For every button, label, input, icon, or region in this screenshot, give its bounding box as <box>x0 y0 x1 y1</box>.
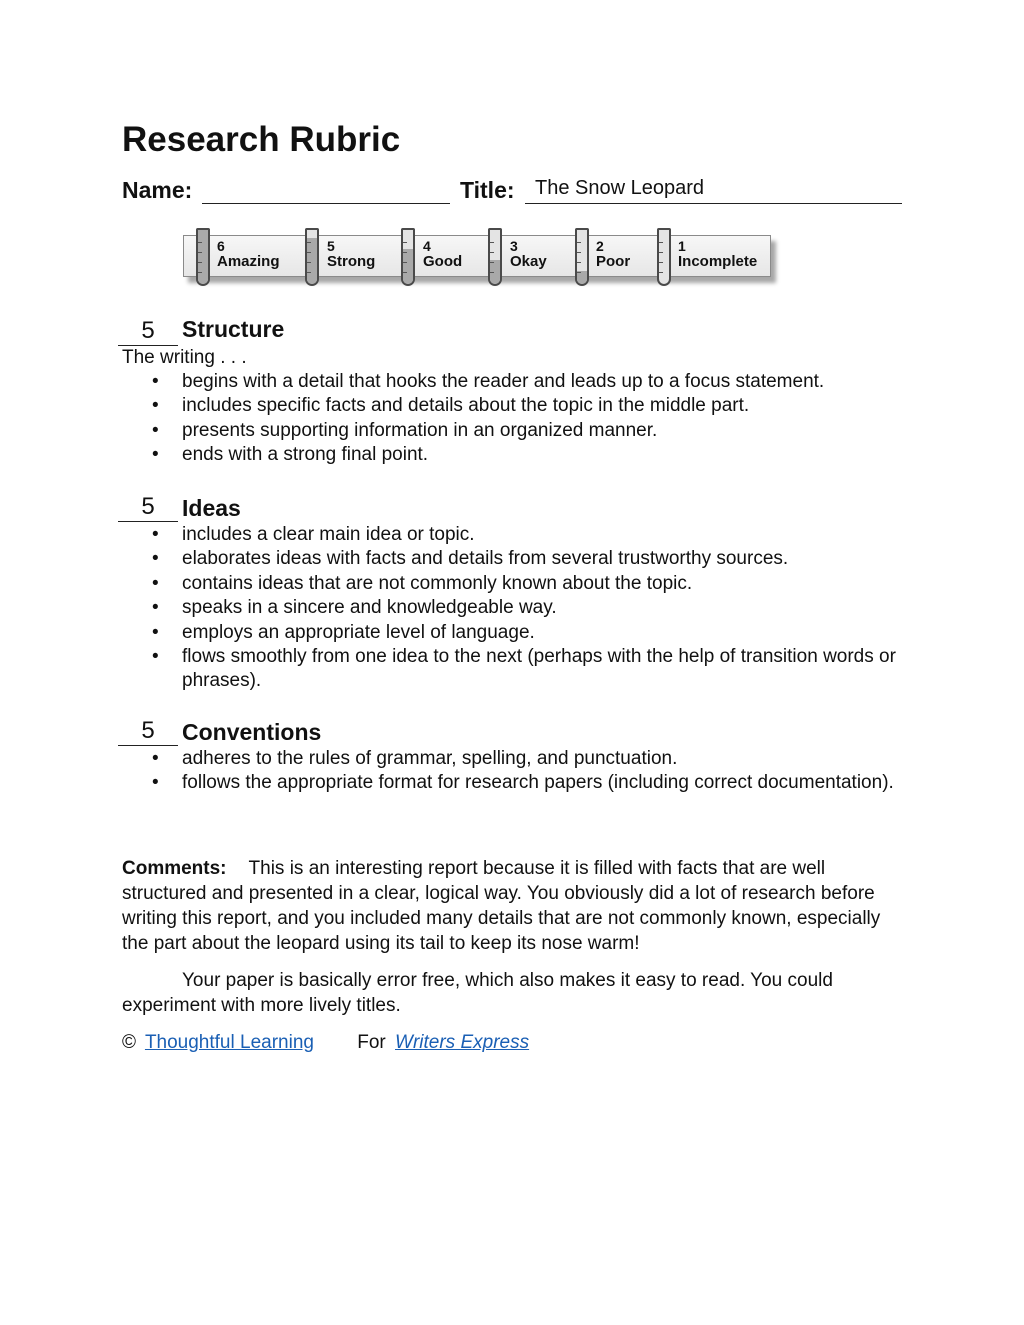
tick-mark <box>198 272 202 273</box>
criterion-text: flows smoothly from one idea to the next (perhaps with the help of transition words or phrases). <box>182 646 896 692</box>
conventions-criteria <box>152 747 912 796</box>
structure-heading: Structure <box>182 316 285 342</box>
rating-level-2 <box>596 238 630 270</box>
list-item <box>152 394 912 418</box>
comments-paragraph-1: This is an interesting report because it is filled with facts that are well structured and presented in a clear, logical way. You obviously did a lot of research before writing this report, and you included many details that are not commonly known, especially the part about the leopard using its tail to keep its nose warm! <box>122 858 881 954</box>
page-title: Research Rubric <box>122 120 401 159</box>
bullet: • <box>152 524 159 545</box>
tick-mark <box>490 272 494 273</box>
criterion-text: includes specific facts and details about the topic in the middle part. <box>182 395 750 417</box>
tick-mark <box>403 272 407 273</box>
list-item <box>152 747 912 771</box>
criterion-text: adheres to the rules of grammar, spelling, and punctuation. <box>182 748 678 769</box>
rating-word: Strong <box>327 253 376 270</box>
copyright-symbol: © <box>122 1032 136 1053</box>
level-fill <box>403 249 413 284</box>
list-item <box>152 523 912 547</box>
bullet: • <box>152 444 159 466</box>
criterion-text: includes a clear main idea or topic. <box>182 524 475 545</box>
rating-word: Good <box>423 253 463 270</box>
tick-mark <box>577 252 581 253</box>
list-item <box>152 419 912 443</box>
tick-mark <box>403 242 407 243</box>
tick-mark <box>659 272 663 273</box>
bullet: • <box>152 621 159 643</box>
comments <box>122 856 902 956</box>
bullet: • <box>152 772 159 794</box>
ideas-heading: Ideas <box>182 495 241 521</box>
tick-mark <box>307 242 311 243</box>
bullet: • <box>152 395 159 417</box>
criterion-text: presents supporting information in an organized manner. <box>182 419 658 441</box>
tick-mark <box>198 242 202 243</box>
list-item <box>152 645 912 694</box>
footer <box>122 1032 529 1054</box>
comments-label: Comments: <box>122 858 227 879</box>
thermometer-icon-1 <box>657 228 671 286</box>
criterion-text: contains ideas that are not commonly known about the topic. <box>182 572 693 594</box>
rating-level-1 <box>678 238 757 270</box>
tick-mark <box>307 262 311 263</box>
tick-mark <box>490 242 494 243</box>
name-field[interactable] <box>202 203 450 204</box>
bullet: • <box>152 548 159 570</box>
tick-mark <box>403 252 407 253</box>
bullet: • <box>152 646 159 668</box>
tick-mark <box>659 262 663 263</box>
for-label: For <box>357 1032 386 1053</box>
rating-word: Poor <box>596 253 631 270</box>
tick-mark <box>577 242 581 243</box>
thermometer-icon-6 <box>196 228 210 286</box>
rating-word: Okay <box>510 253 547 270</box>
tick-mark <box>307 272 311 273</box>
name-label: Name: <box>122 177 193 203</box>
tick-mark <box>490 262 494 263</box>
rating-number: 3 <box>510 238 518 254</box>
list-item <box>152 621 912 645</box>
conventions-heading: Conventions <box>182 719 322 745</box>
bullet: • <box>152 419 159 441</box>
list-item <box>152 370 912 394</box>
tick-mark <box>198 252 202 253</box>
thermometer-icon-2 <box>575 228 589 286</box>
tick-mark <box>307 252 311 253</box>
tick-mark <box>577 272 581 273</box>
list-item <box>152 572 912 596</box>
publisher-link[interactable]: Thoughtful Learning <box>144 1032 314 1053</box>
rating-level-4 <box>423 238 462 270</box>
tick-mark <box>403 262 407 263</box>
criterion-text: employs an appropriate level of language. <box>182 621 535 643</box>
rating-word: Amazing <box>217 253 280 270</box>
level-fill <box>198 230 208 284</box>
thermometer-icon-3 <box>488 228 502 286</box>
title-value: The Snow Leopard <box>535 177 705 199</box>
tick-mark <box>659 252 663 253</box>
structure-criteria <box>152 370 912 468</box>
title-label: Title: <box>460 177 515 203</box>
rating-number: 1 <box>678 238 686 254</box>
book-link[interactable]: Writers Express <box>395 1032 530 1053</box>
bullet: • <box>152 371 159 392</box>
list-item <box>152 443 912 467</box>
bullet: • <box>152 748 159 769</box>
criterion-text: ends with a strong final point. <box>182 444 429 466</box>
tick-mark <box>490 252 494 253</box>
list-item <box>152 547 912 571</box>
ideas-criteria <box>152 523 912 694</box>
structure-score[interactable]: 5 <box>118 317 178 346</box>
bullet: • <box>152 597 159 619</box>
rating-level-5 <box>327 238 375 270</box>
ideas-score[interactable]: 5 <box>118 493 178 522</box>
rating-number: 5 <box>327 238 335 254</box>
bullet: • <box>152 572 159 594</box>
structure-intro: The writing . . . <box>122 347 247 368</box>
rating-number: 2 <box>596 238 604 254</box>
tick-mark <box>198 262 202 263</box>
rating-level-6 <box>217 238 280 270</box>
comments-paragraph-2: Your paper is basically error free, which also makes it easy to read. You could experiment with more lively titles. <box>122 970 833 1016</box>
tick-mark <box>577 262 581 263</box>
list-item <box>152 596 912 620</box>
rating-number: 4 <box>423 238 431 254</box>
thermometer-icon-5 <box>305 228 319 286</box>
criterion-text: follows the appropriate format for research papers (including correct documentation). <box>182 772 894 794</box>
criterion-text: speaks in a sincere and knowledgeable way. <box>182 597 557 619</box>
rating-scale <box>183 228 783 294</box>
rating-level-3 <box>510 238 547 270</box>
title-field[interactable] <box>525 203 902 204</box>
rating-word: Incomplete <box>678 253 758 270</box>
rating-number: 6 <box>217 238 225 254</box>
criterion-text: elaborates ideas with facts and details from several trustworthy sources. <box>182 548 789 570</box>
list-item <box>152 771 912 795</box>
criterion-text: begins with a detail that hooks the reader and leads up to a focus statement. <box>182 371 825 392</box>
conventions-score[interactable]: 5 <box>118 717 178 746</box>
tick-mark <box>659 242 663 243</box>
thermometer-icon-4 <box>401 228 415 286</box>
